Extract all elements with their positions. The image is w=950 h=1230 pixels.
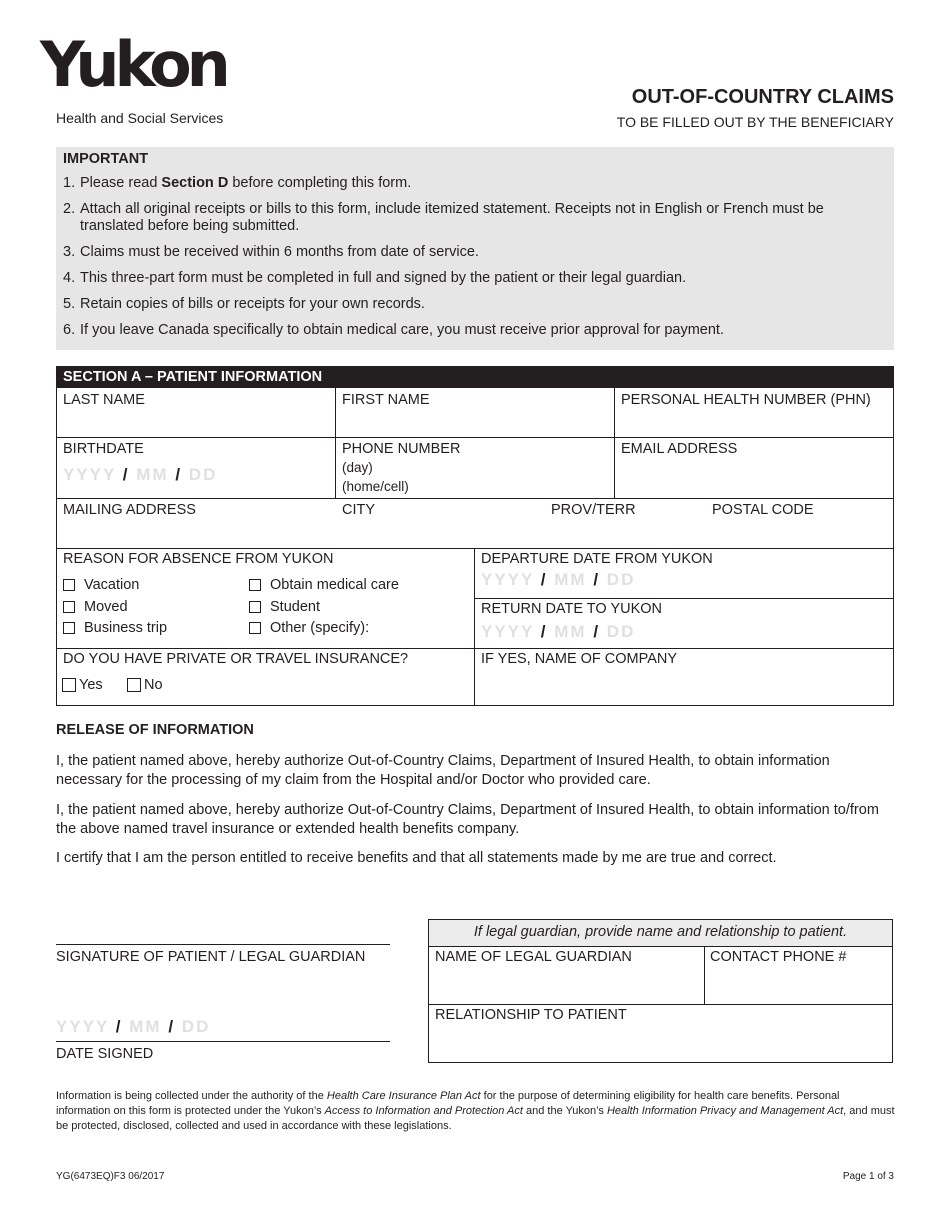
phn-field[interactable]: PERSONAL HEALTH NUMBER (PHN) bbox=[621, 392, 871, 408]
reason-label: REASON FOR ABSENCE FROM YUKON bbox=[63, 551, 334, 567]
guardian-note: If legal guardian, provide name and relationship to patient. bbox=[473, 924, 848, 940]
checkbox-box[interactable] bbox=[62, 678, 76, 692]
signature-label: SIGNATURE OF PATIENT / LEGAL GUARDIAN bbox=[56, 949, 366, 965]
checkbox-box[interactable] bbox=[63, 622, 75, 634]
form-title: OUT-OF-COUNTRY CLAIMS bbox=[631, 86, 894, 108]
divider bbox=[56, 548, 894, 549]
phone-field[interactable]: PHONE NUMBER bbox=[342, 441, 461, 457]
departure-date-placeholder: YYYY / MM / DD bbox=[481, 570, 636, 589]
insurance-question: DO YOU HAVE PRIVATE OR TRAVEL INSURANCE? bbox=[63, 651, 409, 667]
insurance-yes-checkbox[interactable]: Yes bbox=[62, 677, 103, 693]
divider bbox=[475, 598, 894, 599]
divider bbox=[614, 387, 615, 499]
checkbox-box[interactable] bbox=[63, 579, 75, 591]
divider bbox=[428, 1004, 893, 1005]
divider bbox=[704, 946, 705, 1004]
form-code: YG(6473EQ)F3 06/2017 bbox=[56, 1171, 165, 1182]
privacy-notice: Information is being collected under the authority of the Health Care Insurance Plan Act for the purpose of determining eligibility for health care benefits. Personal information on this form is protected under the Yukon’s Access to Information and Protection Act and the Yukon’s Health Information Privacy and Management Act, and must be protected, disclosed, collected and used in accordance with these legislations. bbox=[56, 1090, 895, 1132]
divider bbox=[56, 648, 894, 649]
checkbox-box[interactable] bbox=[249, 622, 261, 634]
return-date-placeholder: YYYY / MM / DD bbox=[481, 622, 636, 641]
student-checkbox[interactable]: Student bbox=[249, 599, 320, 615]
important-item: 1. Please read Section D before completing this form. bbox=[63, 175, 412, 191]
yukon-logo: Yukon bbox=[40, 28, 226, 101]
important-box bbox=[56, 147, 894, 350]
important-item: 3. Claims must be received within 6 months from date of service. bbox=[63, 244, 479, 260]
phone-day-label: (day) bbox=[342, 460, 373, 475]
company-name-field[interactable]: IF YES, NAME OF COMPANY bbox=[481, 651, 678, 667]
guardian-name-field[interactable]: NAME OF LEGAL GUARDIAN bbox=[435, 949, 632, 965]
section-a-header: SECTION A – PATIENT INFORMATION bbox=[56, 366, 894, 388]
divider bbox=[56, 498, 894, 499]
business-trip-checkbox[interactable]: Business trip bbox=[63, 620, 167, 636]
divider bbox=[474, 548, 475, 706]
release-heading: RELEASE OF INFORMATION bbox=[56, 722, 254, 738]
important-item: 2. Attach all original receipts or bills to this form, include itemized statement. Receipts not in English or French must be translated before being submitted. bbox=[63, 201, 824, 234]
birthdate-field[interactable]: BIRTHDATE bbox=[63, 441, 144, 457]
signature-line[interactable] bbox=[56, 944, 390, 945]
insurance-no-checkbox[interactable]: No bbox=[127, 677, 163, 693]
checkbox-box[interactable] bbox=[63, 601, 75, 613]
vacation-checkbox[interactable]: Vacation bbox=[63, 577, 139, 593]
date-signed-line[interactable] bbox=[56, 1041, 390, 1042]
postal-code-field[interactable]: POSTAL CODE bbox=[712, 502, 814, 518]
form-subtitle: TO BE FILLED OUT BY THE BENEFICIARY bbox=[616, 114, 894, 130]
city-field[interactable]: CITY bbox=[342, 502, 376, 518]
divider bbox=[56, 437, 894, 438]
date-signed-placeholder: YYYY / MM / DD bbox=[56, 1017, 211, 1036]
important-list bbox=[63, 175, 883, 348]
important-item: 5. Retain copies of bills or receipts for your own records. bbox=[63, 296, 425, 312]
important-heading: IMPORTANT bbox=[63, 151, 149, 167]
checkbox-box[interactable] bbox=[127, 678, 141, 692]
date-signed-label: DATE SIGNED bbox=[56, 1046, 154, 1062]
divider bbox=[428, 946, 893, 947]
return-date-field[interactable]: RETURN DATE TO YUKON bbox=[481, 601, 663, 617]
department-name: Health and Social Services bbox=[56, 110, 224, 126]
medical-care-checkbox[interactable]: Obtain medical care bbox=[249, 577, 399, 593]
prov-field[interactable]: PROV/TERR bbox=[551, 502, 636, 518]
important-item: 6. If you leave Canada specifically to obtain medical care, you must receive prior approval for payment. bbox=[63, 322, 724, 338]
certify-paragraph: I certify that I am the person entitled to receive benefits and that all statements made by me are true and correct. bbox=[56, 850, 777, 866]
important-item: 4. This three-part form must be completed in full and signed by the patient or their legal guardian. bbox=[63, 270, 687, 286]
checkbox-box[interactable] bbox=[249, 579, 261, 591]
checkbox-box[interactable] bbox=[249, 601, 261, 613]
first-name-field[interactable]: FIRST NAME bbox=[342, 392, 430, 408]
birthdate-placeholder: YYYY / MM / DD bbox=[63, 465, 218, 484]
contact-phone-field[interactable]: CONTACT PHONE # bbox=[710, 949, 847, 965]
departure-date-field[interactable]: DEPARTURE DATE FROM YUKON bbox=[481, 551, 713, 567]
mailing-address-field[interactable]: MAILING ADDRESS bbox=[63, 502, 196, 518]
email-field[interactable]: EMAIL ADDRESS bbox=[621, 441, 738, 457]
other-checkbox[interactable]: Other (specify): bbox=[249, 620, 369, 636]
release-paragraph-2: I, the patient named above, hereby authorize Out-of-Country Claims, Department of Insured Health, to obtain information to/from the above named travel insurance or extended health benefits company. bbox=[56, 802, 879, 837]
relationship-field[interactable]: RELATIONSHIP TO PATIENT bbox=[435, 1007, 627, 1023]
moved-checkbox[interactable]: Moved bbox=[63, 599, 128, 615]
phone-home-label: (home/cell) bbox=[342, 479, 409, 494]
page-number: Page 1 of 3 bbox=[842, 1171, 894, 1182]
last-name-field[interactable]: LAST NAME bbox=[63, 392, 145, 408]
divider bbox=[335, 387, 336, 499]
release-paragraph-1: I, the patient named above, hereby authorize Out-of-Country Claims, Department of Insured Health, to obtain information necessary for the processing of my claim from the Hospital and/or Doctor who provided care. bbox=[56, 753, 830, 788]
